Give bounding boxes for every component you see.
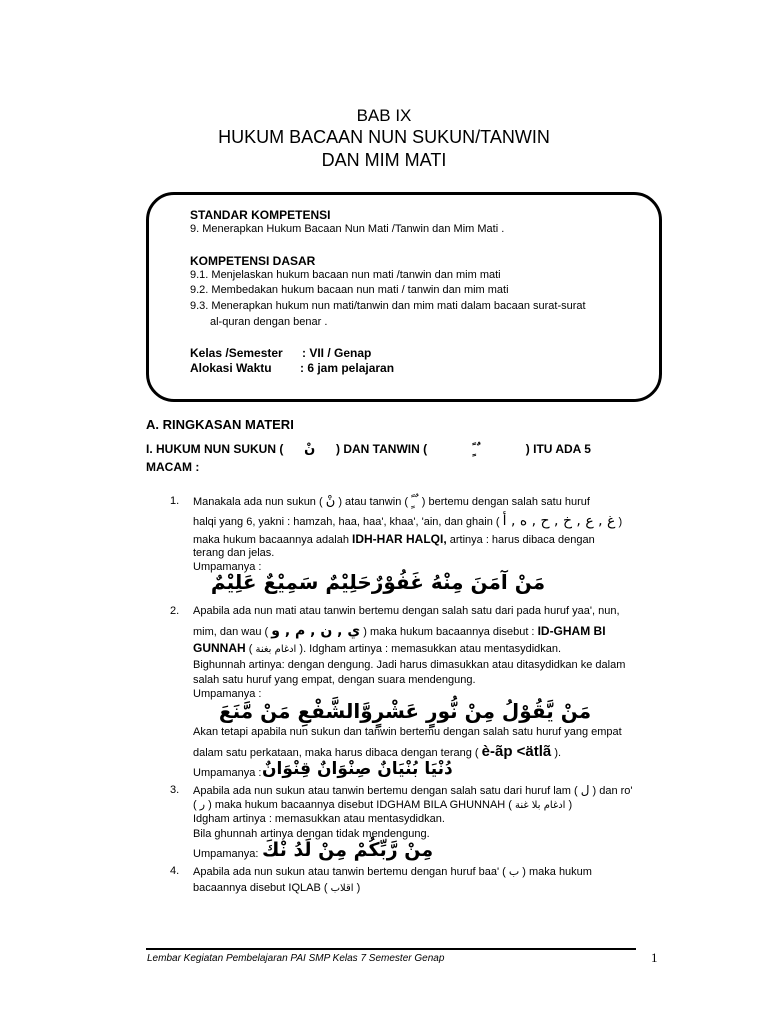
item4-l1b: ) maka hukum <box>522 866 592 878</box>
item3-l1b: ) dan ro' <box>592 785 633 797</box>
item3-lam-glyph: ل <box>580 783 590 797</box>
item4-line2 <box>193 881 360 896</box>
item2-line4: Bighunnah artinya: dengan dengung. Jadi harus dimasukkan atau ditasydidkan ke dalam <box>193 659 626 671</box>
section-i-line2: MACAM : <box>146 460 200 474</box>
item2-l8b: ). <box>554 747 562 759</box>
item4-arabic-term: اقلاب <box>330 883 354 894</box>
item1-l3b: artinya : harus dibaca dengan <box>449 534 595 546</box>
item2-line3 <box>193 641 561 657</box>
kd-item-1: 9.1. Menjelaskan hukum bacaan nun mati /tanwin dan mim mati <box>190 269 501 281</box>
section-a-heading: A. RINGKASAN MATERI <box>146 417 294 432</box>
item3-ra-glyph: ر <box>199 798 206 811</box>
item1-l3a: maka hukum bacaannya adalah <box>193 534 349 546</box>
kd-item-3: 9.3. Menerapkan hukum nun mati/tanwin dan mim mati dalam bacaan surat-surat <box>190 300 586 312</box>
item4-l1a: Apabila ada nun sukun atau tanwin bertemu dengan huruf baa' ( <box>193 866 506 878</box>
item4-l2b: ) <box>356 882 361 894</box>
section-i-heading <box>146 442 591 457</box>
item4-l2a: bacaannya disebut IQLAB ( <box>193 882 328 894</box>
kd-item-3-cont: al-quran dengan benar . <box>210 316 328 328</box>
item2-yanmu-letters: ي , ن , م , و <box>271 623 361 639</box>
item2-l2a: mim, dan wau ( <box>193 626 269 638</box>
item2-gunnah-term: GUNNAH <box>193 641 246 655</box>
item4-ba-glyph: ب <box>508 865 520 878</box>
kd-item-2: 9.2. Membedakan hukum bacaan nun mati / tanwin dan mim mati <box>190 284 509 296</box>
item2-example-label2: Umpamanya : <box>193 767 262 779</box>
item1-halqi-letters: غ , ع , خ , ح , ه , أ <box>502 513 616 529</box>
item2-izhar-symbol: è-ãp <ätlã <box>481 743 552 760</box>
item1-tanwin-glyph: ً ٍ ٌ <box>411 494 419 509</box>
item1-nun-glyph: نْ <box>325 494 336 509</box>
kelas-value: : VII / Genap <box>302 346 372 360</box>
page-title-line2: DAN MIM MATI <box>321 150 447 170</box>
item1-l1a: Manakala ada nun sukun ( <box>193 496 323 508</box>
item1-line4: terang dan jelas. <box>193 547 275 559</box>
item3-number: 3. <box>170 784 180 796</box>
item3-line3: Idgham artinya : memasukkan atau mentasydidkan. <box>193 813 445 825</box>
alokasi-label: Alokasi Waktu <box>190 361 272 375</box>
tanwin-glyphs: ً ٍ ٌ <box>472 442 481 457</box>
item1-l1b: ) atau tanwin ( <box>338 496 409 508</box>
item1-line1 <box>193 494 590 510</box>
page-title-line1: HUKUM BACAAN NUN SUKUN/TANWIN <box>218 127 550 147</box>
item4-line1 <box>193 864 592 880</box>
item3-l2b: ) maka hukum bacaannya disebut IDGHAM BILA GHUNNAH ( <box>208 799 512 811</box>
item2-line2 <box>193 624 606 640</box>
item1-number: 1. <box>170 495 180 507</box>
item2-line5: salah satu huruf yang empat, dengan suara mendengung. <box>193 674 476 686</box>
item3-line2 <box>193 797 572 813</box>
item1-idh-har-term: IDH-HAR HALQI, <box>352 532 447 546</box>
page-number: 1 <box>651 950 658 965</box>
item2-number: 2. <box>170 605 180 617</box>
item3-l2a: ( <box>193 799 197 811</box>
item4-number: 4. <box>170 865 180 877</box>
item2-arabic-examples: مَنْ يَّقُوْلُ مِنْ نُّورٍ عَشْرٍوَّالشَّفْعِ مَنْ مَّنَعَ <box>218 699 592 723</box>
kelas-label: Kelas /Semester <box>190 346 283 360</box>
item3-arabic-examples: مِنْ رَّبِّكُمْ مِنْ لَدُ نْكَ <box>262 839 434 861</box>
item2-l3a: ( <box>248 643 253 655</box>
sk-item: 9. Menerapkan Hukum Bacaan Nun Mati /Tanwin dan Mim Mati . <box>190 223 505 235</box>
chapter-label: BAB IX <box>356 106 412 125</box>
item1-line2 <box>193 514 622 530</box>
item1-l2a: halqi yang 6, yakni : hamzah, haa, haa', khaa', 'ain, dan ghain ( <box>193 516 500 528</box>
item3-l1a: Apabila ada nun sukun atau tanwin bertemu dengan salah satu dari huruf lam ( <box>193 785 578 797</box>
item2-arabic-term: ادغام بغنة <box>255 644 297 655</box>
kd-heading: KOMPETENSI DASAR <box>190 254 316 268</box>
item1-l1c: ) bertemu dengan salah satu huruf <box>421 496 590 508</box>
item2-l2b: ) maka hukum bacaannya disebut : <box>363 626 535 638</box>
item2-arabic-examples2: دُنْيَا بُنْيَانٌ صِنْوَانٌ قِنْوَانٌ <box>262 759 453 779</box>
sk-heading: STANDAR KOMPETENSI <box>190 208 331 222</box>
nun-sukun-glyph: نْ <box>304 442 316 457</box>
item2-l3b: ). Idgham artinya : memasukkan atau mentasydidkan. <box>299 643 562 655</box>
item1-example-label: Umpamanya : <box>193 561 262 573</box>
section-i-part1: I. HUKUM NUN SUKUN ( <box>146 442 284 456</box>
item2-l8a: dalam satu perkataan, maka harus dibaca dengan terang ( <box>193 747 479 759</box>
item3-example-label: Umpamanya: <box>193 848 259 860</box>
footer-text: Lembar Kegiatan Pembelajaran PAI SMP Kelas 7 Semester Genap <box>147 953 445 964</box>
item2-line7: Akan tetapi apabila nun sukun dan tanwin bertemu dengan salah satu huruf yang empat <box>193 726 622 738</box>
item2-line1: Apabila ada nun mati atau tanwin bertemu dengan salah satu dari pada huruf yaa', nun, <box>193 605 620 617</box>
alokasi-value: : 6 jam pelajaran <box>300 361 395 375</box>
item1-arabic-examples: مَنْ آمَنَ مِنْهُ غَفُوْرٌحَلِيْمٌ سَمِيْعٌ عَلِيْمٌ <box>210 570 546 594</box>
item3-arabic-term: ادغام بلا غنة <box>515 800 566 811</box>
section-i-part2: ) DAN TANWIN ( <box>336 442 428 456</box>
item2-example-label: Umpamanya : <box>193 688 262 700</box>
item3-line4: Bila ghunnah artinya dengan tidak mendengung. <box>193 828 430 840</box>
footer-divider <box>146 948 636 950</box>
item3-l2c: ) <box>568 799 573 811</box>
item1-l2b: ) <box>618 516 623 528</box>
section-i-part3: ) ITU ADA 5 <box>525 442 591 456</box>
item2-idgham-term: ID-GHAM BI <box>537 624 606 638</box>
